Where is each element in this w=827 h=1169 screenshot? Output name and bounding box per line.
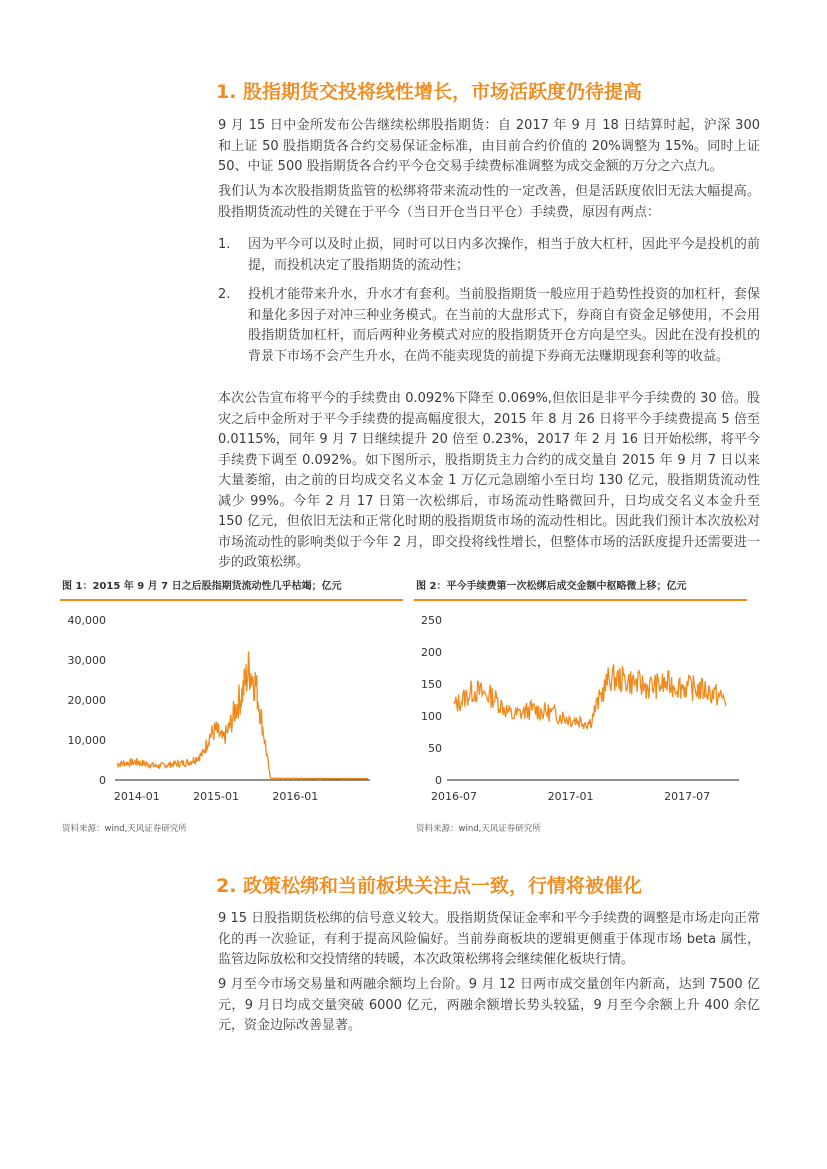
section-2-title: 2. 政策松绑和当前板块关注点一致，行情将被催化 xyxy=(216,875,643,897)
y-tick-label: 0 xyxy=(435,774,442,787)
figure-1-title: 图 1：2015 年 9 月 7 日之后股指期货流动性几乎枯竭；亿元 xyxy=(62,581,342,592)
y-tick-label: 150 xyxy=(421,678,442,691)
list-text: 因为平今可以及时止损，同时可以日内多次操作，相当于放大杠杆，因此平今是投机的前提，而投机决定了股指期货的流动性； xyxy=(248,237,760,273)
figure-1-source: 资料来源：wind,天风证券研究所 xyxy=(62,824,187,834)
y-tick-label: 100 xyxy=(421,710,442,723)
x-tick-label: 2016-01 xyxy=(272,790,319,803)
x-tick-label: 2016-07 xyxy=(431,790,477,803)
y-tick-label: 40,000 xyxy=(67,614,106,627)
section-1-paragraph-2: 我们认为本次股指期货监管的松绑将带来流动性的一定改善，但是活跃度依旧无法大幅提高。股指期货流动性的关键在于平今（当日开仓当日平仓）手续费，原因有两点： xyxy=(218,184,760,220)
y-tick-label: 50 xyxy=(428,742,442,755)
list-item xyxy=(218,235,760,276)
figure-1-rule xyxy=(60,599,403,601)
section-2-paragraph-2: 9 月至今市场交易量和两融余额均上台阶。9 月 12 日两市成交量创年内新高，达到 7500 亿元，9 月日均成交量突破 6000 亿元，两融余额增长势头较猛，9 月至今余额上升 400 余亿元，资金边际改善显著。 xyxy=(218,977,760,1033)
y-tick-label: 20,000 xyxy=(67,694,106,707)
x-tick-label: 2014-01 xyxy=(113,790,160,803)
y-tick-label: 0 xyxy=(99,774,106,787)
figure-1-series-line xyxy=(117,651,368,779)
figure-2-chart xyxy=(414,604,749,814)
x-tick-label: 2017-01 xyxy=(547,790,594,803)
section-1-title: 1. 股指期货交投将线性增长，市场活跃度仍待提高 xyxy=(216,81,643,103)
y-tick-label: 200 xyxy=(421,646,442,659)
figure-2-title: 图 2：平今手续费第一次松绑后成交金额中枢略微上移；亿元 xyxy=(416,581,687,592)
figure-2-source: 资料来源：wind,天风证券研究所 xyxy=(416,824,541,834)
figure-2-series-line xyxy=(454,664,726,729)
section-2-paragraph-1: 9 15 日股指期货松绑的信号意义较大。股指期货保证金率和平今手续费的调整是市场走向正常化的再一次验证，有利于提高风险偏好。当前券商板块的逻辑更侧重于体现市场 beta 属性，监管边际放松和交投情绪的转暖，本次政策松绑将会继续催化板块行情。 xyxy=(218,911,760,967)
section-1-paragraph-3: 本次公告宣布将平今的手续费由 0.092%下降至 0.069%,但依旧是非平今手续费的 30 倍。股灾之后中金所对于平今手续费的提高幅度很大，2015 年 8 月 26 日将平今手续费提高 5 倍至 0.0115%，同年 9 月 7 日继续提升 20 倍至 0.23%，2017 年 2 月 16 日开始松绑，将平今手续费下调至 0.092%。如下图所示，股指期货主力合约的成交量自 2015 年 9 月 7 日以来大量萎缩，由之前的日均成交名义本金 1 万亿元急剧缩小至日均 130 亿元，股指期货流动性减少 99%。今年 2 月 17 日第一次松绑后，市场流动性略微回升，日均成交名义本金升至 150 亿元，但依旧无法和正常化时期的股指期货市场的流动性相比。因此我们预计本次放松对市场流动性的影响类似于今年 2 月，即交投将线性增长，但整体市场的活跃度提升还需要进一步的政策松绑。 xyxy=(218,391,760,570)
list-number: 2. xyxy=(218,287,231,302)
figure-2-rule xyxy=(414,599,747,601)
list-number: 1. xyxy=(218,237,231,252)
y-tick-label: 10,000 xyxy=(67,734,106,747)
list-item xyxy=(218,285,760,367)
y-tick-label: 250 xyxy=(421,614,442,627)
x-tick-label: 2017-07 xyxy=(664,790,711,803)
list-text: 投机才能带来升水，升水才有套利。当前股指期货一般应用于趋势性投资的加杠杆，套保和量化多因子对冲三种业务模式。在当前的大盘形式下，券商自有资金足够使用，不会用股指期货加杠杆，而后两种业务模式对应的股指期货开仓方向是空头。因此在没有投机的背景下市场不会产生升水，在尚不能卖现货的前提下券商无法赚期现套利等的收益。 xyxy=(248,287,760,364)
section-1-paragraph-1: 9 月 15 日中金所发布公告继续松绑股指期货：自 2017 年 9 月 18 日结算时起，沪深 300 和上证 50 股指期货各合约交易保证金标准，由目前合约价值的 20%调整为 15%。同时上证 50、中证 500 股指期货各合约平今仓交易手续费标准调整为成交金额的万分之六点九。 xyxy=(218,118,760,174)
y-tick-label: 30,000 xyxy=(67,654,106,667)
x-tick-label: 2015-01 xyxy=(193,790,240,803)
figure-1-chart xyxy=(60,604,405,814)
